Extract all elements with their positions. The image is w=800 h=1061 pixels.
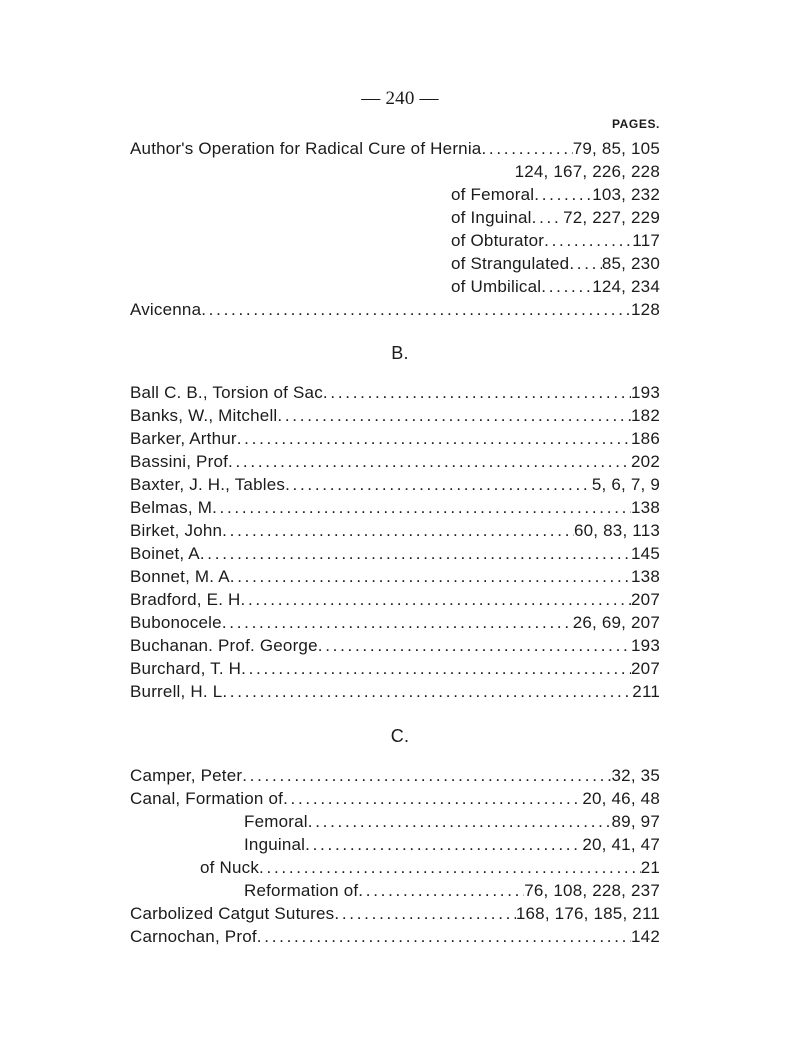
entry-label: Reformation of	[244, 881, 359, 900]
leader-dots	[305, 835, 582, 855]
entry-label: Femoral	[244, 812, 308, 831]
index-subentry-femoral	[451, 185, 660, 208]
entry-pages: 60, 83, 113	[573, 521, 660, 540]
entry-label: Boinet, A	[130, 544, 200, 563]
leader-dots	[318, 636, 631, 656]
entry-pages: 5, 6, 7, 9	[591, 475, 660, 494]
index-entry	[130, 498, 660, 521]
leader-dots	[222, 521, 574, 541]
leader-dots	[228, 452, 631, 472]
entry-label: Barker, Arthur	[130, 429, 237, 448]
index-entry	[130, 567, 660, 590]
entry-pages: 124, 234	[592, 277, 660, 296]
entry-label: Canal, Formation of	[130, 789, 284, 808]
entry-label: Buchanan. Prof. George	[130, 636, 318, 655]
entry-pages: 76, 108, 228, 237	[524, 881, 660, 900]
entry-label: Avicenna	[130, 300, 202, 319]
index-entry	[130, 452, 660, 475]
index-entry-continuation	[130, 162, 660, 185]
leader-dots	[237, 429, 631, 449]
leader-dots	[541, 277, 592, 297]
entry-pages: 79, 85, 105	[572, 139, 660, 158]
entry-label: Bonnet, M. A	[130, 567, 230, 586]
entry-pages: 85, 230	[601, 254, 660, 273]
index-subentry	[244, 812, 660, 835]
entry-label: of Umbilical	[451, 277, 542, 296]
leader-dots	[285, 475, 592, 495]
leader-dots	[257, 927, 631, 947]
entry-pages: 117	[632, 231, 660, 250]
leader-dots	[277, 406, 631, 426]
index-entry	[130, 521, 660, 544]
index-entry	[130, 429, 660, 452]
index-entry	[130, 766, 660, 789]
entry-pages: 145	[631, 544, 660, 563]
entry-label: Belmas, M	[130, 498, 213, 517]
entry-label: Baxter, J. H., Tables	[130, 475, 286, 494]
leader-dots	[334, 904, 515, 924]
entry-pages: 168, 176, 185, 211	[515, 904, 660, 923]
entry-label: Camper, Peter	[130, 766, 243, 785]
entry-pages: 21	[640, 858, 660, 877]
entry-label: Burchard, T. H	[130, 659, 242, 678]
entry-pages: 202	[631, 452, 660, 471]
index-subentry-obturator	[451, 231, 660, 254]
leader-dots	[532, 208, 563, 228]
index-entry	[130, 544, 660, 567]
leader-dots	[200, 544, 631, 564]
entry-label: Carbolized Catgut Sutures	[130, 904, 335, 923]
section-letter-b: B.	[391, 343, 409, 363]
entry-label: Inguinal	[244, 835, 306, 854]
entry-pages: 128	[631, 300, 660, 319]
entry-pages: 142	[631, 927, 660, 946]
entry-label: Bradford, E. H	[130, 590, 241, 609]
index-subentry-inguinal	[451, 208, 660, 231]
leader-dots	[323, 383, 631, 403]
entry-label: Birket, John	[130, 521, 223, 540]
entry-label: Bubonocele	[130, 613, 222, 632]
index-entry	[130, 613, 660, 636]
entry-pages: 26, 69, 207	[572, 613, 660, 632]
entry-label: Ball C. B., Torsion of Sac	[130, 383, 323, 402]
entry-label: Banks, W., Mitchell	[130, 406, 278, 425]
entry-pages: 207	[631, 590, 660, 609]
leader-dots	[212, 498, 631, 518]
leader-dots	[534, 185, 592, 205]
leader-dots	[230, 567, 631, 587]
leader-dots	[308, 812, 612, 832]
entry-pages: 72, 227, 229	[563, 208, 660, 227]
entry-pages: 138	[631, 567, 660, 586]
leader-dots	[222, 682, 632, 702]
page-number: — 240 —	[361, 88, 439, 109]
entry-pages: 124, 167, 226, 228	[514, 162, 660, 181]
entry-label: Carnochan, Prof	[130, 927, 257, 946]
index-entry	[130, 383, 660, 406]
index-entry	[130, 636, 660, 659]
entry-pages: 193	[631, 383, 660, 402]
entry-pages: 103, 232	[592, 185, 660, 204]
leader-dots	[241, 659, 631, 679]
entry-pages: 207	[631, 659, 660, 678]
index-subentry	[244, 835, 660, 858]
leader-dots	[569, 254, 602, 274]
entry-label: Bassini, Prof	[130, 452, 229, 471]
index-entry	[130, 682, 660, 705]
entry-pages: 138	[631, 498, 660, 517]
index-entry	[130, 590, 660, 613]
leader-dots	[358, 881, 524, 901]
entry-label: of Nuck	[200, 858, 260, 877]
leader-dots	[259, 858, 641, 878]
index-entry	[130, 475, 660, 498]
entry-pages: 20, 41, 47	[582, 835, 660, 854]
section-letter-c: C.	[390, 726, 410, 746]
index-subentry	[200, 858, 660, 881]
index-subentry-strangulated	[451, 254, 660, 277]
index-entry	[130, 789, 660, 812]
entry-pages: 20, 46, 48	[582, 789, 660, 808]
leader-dots	[544, 231, 632, 251]
index-subentry-umbilical	[451, 277, 660, 300]
entry-label: of Femoral	[451, 185, 535, 204]
index-entry	[130, 927, 660, 950]
entry-label: of Obturator	[451, 231, 545, 250]
index-entry-author-operation	[130, 139, 660, 162]
index-entry-avicenna	[130, 300, 660, 323]
entry-pages: 211	[632, 682, 660, 701]
entry-pages: 89, 97	[611, 812, 660, 831]
entry-label: Burrell, H. L	[130, 682, 223, 701]
index-entry	[130, 406, 660, 429]
leader-dots	[222, 613, 573, 633]
leader-dots	[201, 300, 631, 320]
entry-pages: 193	[631, 636, 660, 655]
index-entry	[130, 659, 660, 682]
entry-pages: 186	[631, 429, 660, 448]
entry-label: of Strangulated	[451, 254, 570, 273]
entry-pages: 182	[631, 406, 660, 425]
pages-column-heading: PAGES.	[611, 117, 660, 131]
leader-dots	[241, 590, 632, 610]
entry-pages: 32, 35	[611, 766, 660, 785]
entry-label: of Inguinal	[451, 208, 532, 227]
index-subentry	[244, 881, 660, 904]
leader-dots	[283, 789, 582, 809]
index-entry	[130, 904, 660, 927]
entry-label: Author's Operation for Radical Cure of Hernia	[130, 139, 482, 158]
leader-dots	[481, 139, 572, 159]
leader-dots	[242, 766, 611, 786]
